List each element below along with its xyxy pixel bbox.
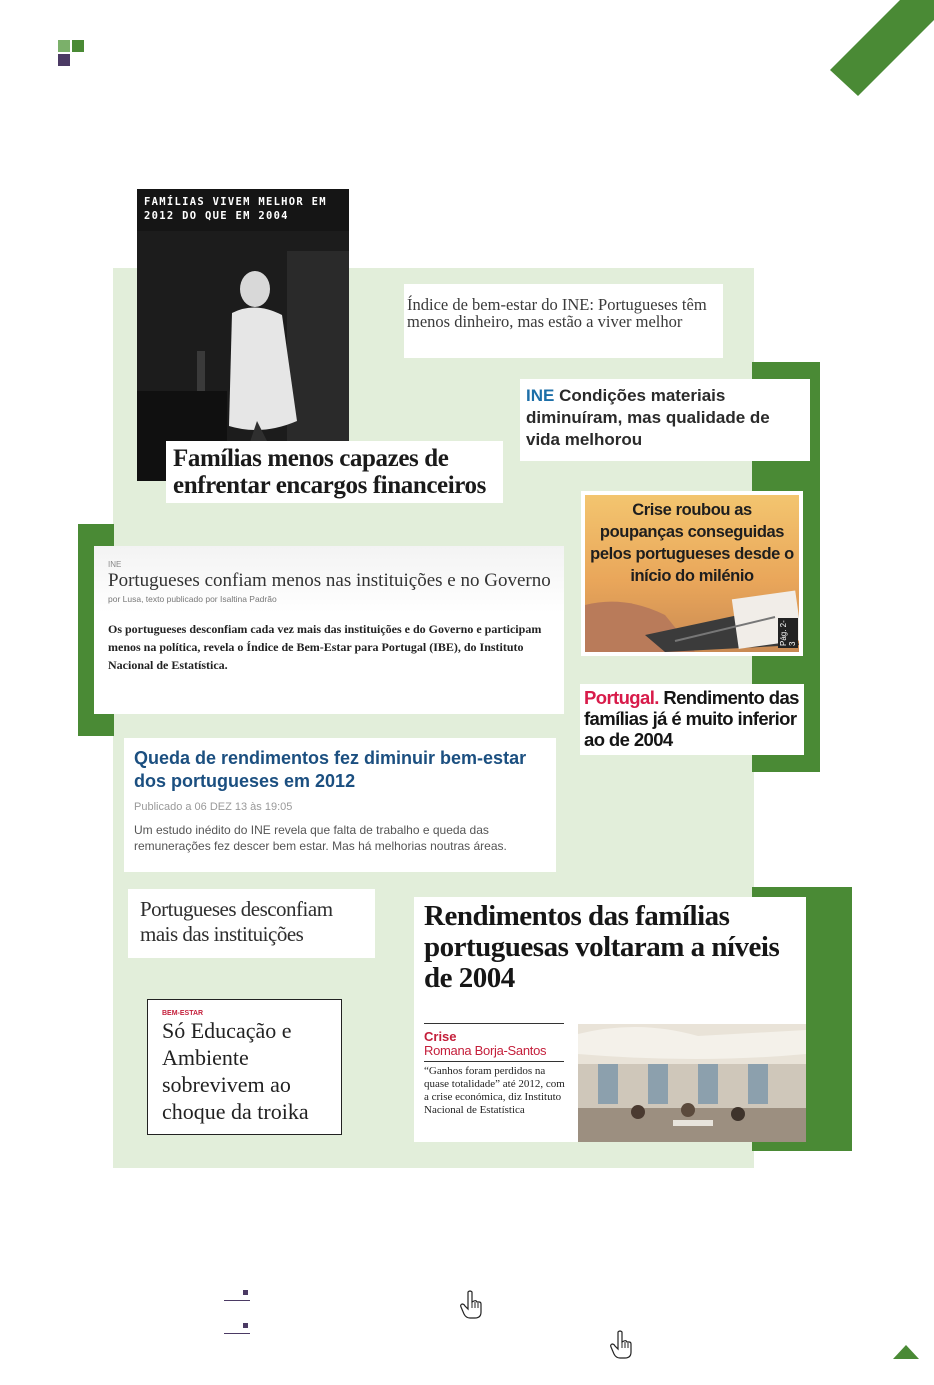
ine-conditions-headline: Condições materiais diminuíram, mas qualidade de vida melhorou xyxy=(526,386,770,449)
corner-diagonal-band xyxy=(830,0,934,100)
clipping-ine-conditions xyxy=(520,379,810,461)
hand-cursor-icon[interactable] xyxy=(460,1290,484,1320)
trust-less-title: Portugueses confiam menos nas instituições e no Governo xyxy=(108,570,551,591)
income-2004-author: Romana Borja-Santos xyxy=(424,1043,547,1058)
income-drop-date: Publicado a 06 DEZ 13 às 19:05 xyxy=(134,801,293,813)
clipping-ine-index-text: Índice de bem-estar do INE: Portugueses têm menos dinheiro, mas estão a viver melhor xyxy=(407,295,707,331)
clipping-income-2004 xyxy=(414,897,806,1142)
trust-less-kicker: INE xyxy=(108,560,122,569)
clipping-crisis-savings xyxy=(581,491,803,656)
trust-less-body: Os portugueses desconfiam cada vez mais das instituições e do Governo e participam menos na política, revela o Índice de Bem-Estar para Portugal (IBE), do Instituto Nacional de Estatística. xyxy=(108,622,542,672)
crisis-savings-page-tag: Pág. 2-3 xyxy=(778,618,798,648)
logo-square-light xyxy=(58,40,70,52)
income-2004-quote: “Ganhos foram perdidos na quase totalidade” até 2012, com a crise económica, diz Instituto Nacional de Estatística xyxy=(424,1065,565,1116)
scroll-up-icon[interactable] xyxy=(892,1344,920,1360)
income-2004-section: Crise xyxy=(424,1029,457,1044)
footer-link-1-marker xyxy=(243,1290,248,1295)
education-text: Só Educação e Ambiente sobrevivem ao choque da troika xyxy=(162,1018,309,1124)
ine-brand: INE xyxy=(526,386,555,405)
clipping-ine-index xyxy=(404,284,723,358)
income-2004-headline: Rendimentos das famílias portuguesas voltaram a níveis de 2004 xyxy=(424,900,780,994)
crisis-savings-text: Crise roubou as poupanças conseguidas pelos portugueses desde o início do milénio xyxy=(590,501,794,585)
income-2004-rule xyxy=(424,1023,564,1024)
footer-link-2[interactable] xyxy=(224,1323,250,1335)
footer-link-2-marker xyxy=(243,1323,248,1328)
photo-caption: FAMÍLIAS VIVEM MELHOR EM 2012 DO QUE EM 2004 xyxy=(144,196,327,222)
clipping-trust-less xyxy=(94,546,564,714)
clipping-income-drop xyxy=(124,738,556,872)
portugal-brand: Portugal. xyxy=(584,687,659,708)
cafe-terrace-image xyxy=(578,1024,806,1142)
trust-less-byline: por Lusa, texto publicado por Isaltina Padrão xyxy=(108,594,277,604)
distrust-text: Portugueses desconfiam mais das instituições xyxy=(140,897,333,946)
clipping-families-less-able xyxy=(166,441,503,503)
income-drop-title: Queda de rendimentos fez diminuir bem-estar dos portugueses em 2012 xyxy=(134,748,527,791)
logo-square-dark xyxy=(58,54,70,66)
portugal-income-text xyxy=(584,687,800,750)
portugal-income-headline: Rendimento das famílias já é muito inferior ao de 2004 xyxy=(584,687,799,750)
corner-logo xyxy=(58,40,84,66)
clipping-ine-conditions-text xyxy=(526,385,806,451)
footer-link-1[interactable] xyxy=(224,1290,250,1302)
income-drop-body: Um estudo inédito do INE revela que falta de trabalho e queda das remunerações fez descer bem estar. Mas há melhorias noutras áreas. xyxy=(134,823,507,853)
calculator-hand-image xyxy=(585,585,799,652)
clipping-portugal-income xyxy=(580,684,804,755)
clipping-families-less-able-text: Famílias menos capazes de enfrentar encargos financeiros xyxy=(173,445,486,499)
footer-link-2-underline xyxy=(224,1333,250,1334)
hand-cursor-icon-2[interactable] xyxy=(610,1330,634,1360)
logo-square-green xyxy=(72,40,84,52)
photo-clipping xyxy=(137,189,349,481)
clipping-education xyxy=(147,999,342,1135)
clipping-distrust xyxy=(128,889,375,958)
income-2004-rule-2 xyxy=(424,1061,564,1062)
education-kicker: BEM-ESTAR xyxy=(162,1010,204,1017)
footer-link-1-underline xyxy=(224,1300,250,1301)
